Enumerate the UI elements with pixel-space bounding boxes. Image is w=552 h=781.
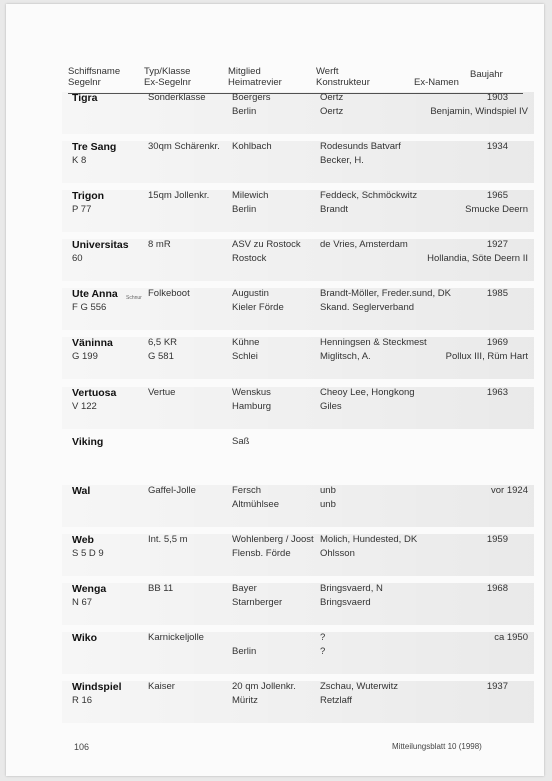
boat-type: 30qm Schärenkr.: [148, 141, 220, 152]
shipyard: Brandt-Möller, Freder.sund, DK: [320, 288, 451, 299]
build-year: 1927: [486, 239, 508, 250]
ship-name: Viking: [72, 436, 104, 448]
member: Bayer: [232, 583, 257, 594]
designer: Ohlsson: [320, 548, 355, 559]
table-row: [62, 485, 534, 527]
boat-type: BB 11: [148, 583, 174, 594]
member: Kohlbach: [232, 141, 272, 152]
member: Fersch: [232, 485, 262, 496]
header-schiffsname: Schiffsname: [68, 66, 121, 77]
member: Augustin: [232, 288, 269, 299]
header-werft: Werft: [316, 66, 339, 77]
header-ex-segelnr: Ex-Segelnr: [144, 77, 191, 88]
header-segelnr: Segelnr: [68, 77, 101, 88]
shipyard: Oertz: [320, 92, 344, 103]
table-row: [62, 534, 534, 576]
header-baujahr: Baujahr: [470, 69, 503, 80]
sail-number: P 77: [72, 204, 92, 215]
shipyard: Cheoy Lee, Hongkong: [320, 387, 415, 398]
designer: unb: [320, 499, 336, 510]
home-waters: Berlin: [232, 106, 257, 117]
home-waters: Müritz: [232, 695, 258, 706]
member: Milewich: [232, 190, 269, 201]
home-waters: Flensb. Förde: [232, 548, 291, 559]
table-row: [62, 141, 534, 183]
table-row: [62, 583, 534, 625]
build-year: 1959: [486, 534, 508, 545]
boat-type: Sonderklasse: [148, 92, 206, 103]
boat-type: Folkeboot: [148, 288, 190, 299]
build-year: 1937: [486, 681, 508, 692]
boat-type: 6,5 KR: [148, 337, 178, 348]
home-waters: Altmühlsee: [232, 499, 279, 510]
sail-number: 60: [72, 253, 83, 264]
header-konstrukteur: Konstrukteur: [316, 77, 370, 88]
build-year: 1985: [486, 288, 508, 299]
home-waters: Kieler Förde: [232, 302, 284, 313]
shipyard: Zschau, Wuterwitz: [320, 681, 398, 692]
designer: Brandt: [320, 204, 348, 215]
ship-name: Vertuosa: [72, 387, 117, 399]
shipyard: Henningsen & Steckmest: [320, 337, 427, 348]
sail-number: K 8: [72, 155, 87, 166]
table-row: [62, 632, 534, 674]
ship-name: Windspiel: [72, 681, 122, 693]
shipyard: Bringsvaerd, N: [320, 583, 383, 594]
ship-name: Trigon: [72, 190, 105, 202]
table-row: [62, 190, 534, 232]
shipyard: unb: [320, 485, 336, 496]
designer: Skand. Seglerverband: [320, 302, 415, 313]
table-row: [62, 239, 534, 281]
member: 20 qm Jollenkr.: [232, 681, 296, 692]
header-mitglied: Mitglied: [228, 66, 261, 77]
home-waters: Rostock: [232, 253, 267, 264]
build-year: 1903: [486, 92, 508, 103]
sail-number: N 67: [72, 597, 93, 608]
home-waters: Starnberger: [232, 597, 283, 608]
shipyard: Feddeck, Schmöckwitz: [320, 190, 418, 201]
sail-number: R 16: [72, 695, 93, 706]
header-heimatrevier: Heimatrevier: [228, 77, 282, 88]
former-names: Benjamin, Windspiel IV: [430, 106, 528, 117]
header-typ-klasse: Typ/Klasse: [144, 66, 191, 77]
designer: Bringsvaerd: [320, 597, 371, 608]
ex-sail-number: G 581: [148, 351, 174, 362]
designer: Retzlaff: [320, 695, 353, 706]
member: Wenskus: [232, 387, 271, 398]
home-waters: Berlin: [232, 204, 257, 215]
shipyard: de Vries, Amsterdam: [320, 239, 408, 250]
designer: Giles: [320, 401, 342, 412]
table-row: [62, 92, 534, 134]
build-year: 1969: [486, 337, 508, 348]
sail-number: S 5 D 9: [72, 548, 104, 559]
boat-type: Karnickeljolle: [148, 632, 204, 643]
publication-footer: Mitteilungsblatt 10 (1998): [392, 742, 482, 751]
sail-number: F G 556: [72, 302, 107, 313]
build-year: 1934: [486, 141, 508, 152]
member: Kühne: [232, 337, 260, 348]
ship-name: Universitas: [72, 239, 129, 251]
boat-type: Vertue: [148, 387, 176, 398]
table-row: [62, 337, 534, 379]
boat-type: Int. 5,5 m: [148, 534, 188, 545]
designer: Becker, H.: [320, 155, 364, 166]
table-row: [62, 387, 534, 429]
build-year: 1963: [486, 387, 508, 398]
table-row: [62, 436, 534, 478]
member: Saß: [232, 436, 250, 447]
sail-number: G 199: [72, 351, 98, 362]
ship-name: Ute Anna: [72, 288, 118, 300]
ship-name: Tre Sang: [72, 141, 117, 153]
member: ASV zu Rostock: [232, 239, 301, 250]
build-year: 1965: [486, 190, 508, 201]
build-year: vor 1924: [491, 485, 528, 496]
ship-name: Wal: [72, 485, 91, 497]
document-page: [6, 4, 544, 776]
ship-name: Wiko: [72, 632, 97, 644]
shipyard: Molich, Hundested, DK: [320, 534, 418, 545]
table-row: [62, 288, 534, 330]
shipyard: Rodesunds Batvarf: [320, 141, 401, 152]
boat-type: 15qm Jollenkr.: [148, 190, 210, 201]
member: Wohlenberg / Joost: [232, 534, 314, 545]
home-waters: Berlin: [232, 646, 257, 657]
ship-name: Väninna: [72, 337, 113, 349]
build-year: 1968: [486, 583, 508, 594]
member: Boergers: [232, 92, 271, 103]
ship-name-note: Schnur: [126, 295, 142, 301]
home-waters: Schlei: [232, 351, 258, 362]
former-names: Pollux III, Rüm Hart: [445, 351, 528, 362]
boat-type: Kaiser: [148, 681, 175, 692]
ship-name: Web: [72, 534, 94, 546]
shipyard: ?: [320, 632, 326, 643]
former-names: Hollandia, Söte Deern II: [427, 253, 528, 264]
home-waters: Hamburg: [232, 401, 272, 412]
designer: ?: [320, 646, 326, 657]
boat-type: 8 mR: [148, 239, 171, 250]
header-ex-namen: Ex-Namen: [414, 77, 459, 88]
table-row: [62, 681, 534, 723]
designer: Oertz: [320, 106, 344, 117]
designer: Miglitsch, A.: [320, 351, 371, 362]
boat-type: Gaffel-Jolle: [148, 485, 196, 496]
ship-name: Wenga: [72, 583, 107, 595]
build-year: ca 1950: [494, 632, 528, 643]
page-number: 106: [74, 742, 90, 752]
sail-number: V 122: [72, 401, 97, 412]
ship-name: Tigra: [72, 92, 98, 104]
former-names: Smucke Deern: [465, 204, 528, 215]
